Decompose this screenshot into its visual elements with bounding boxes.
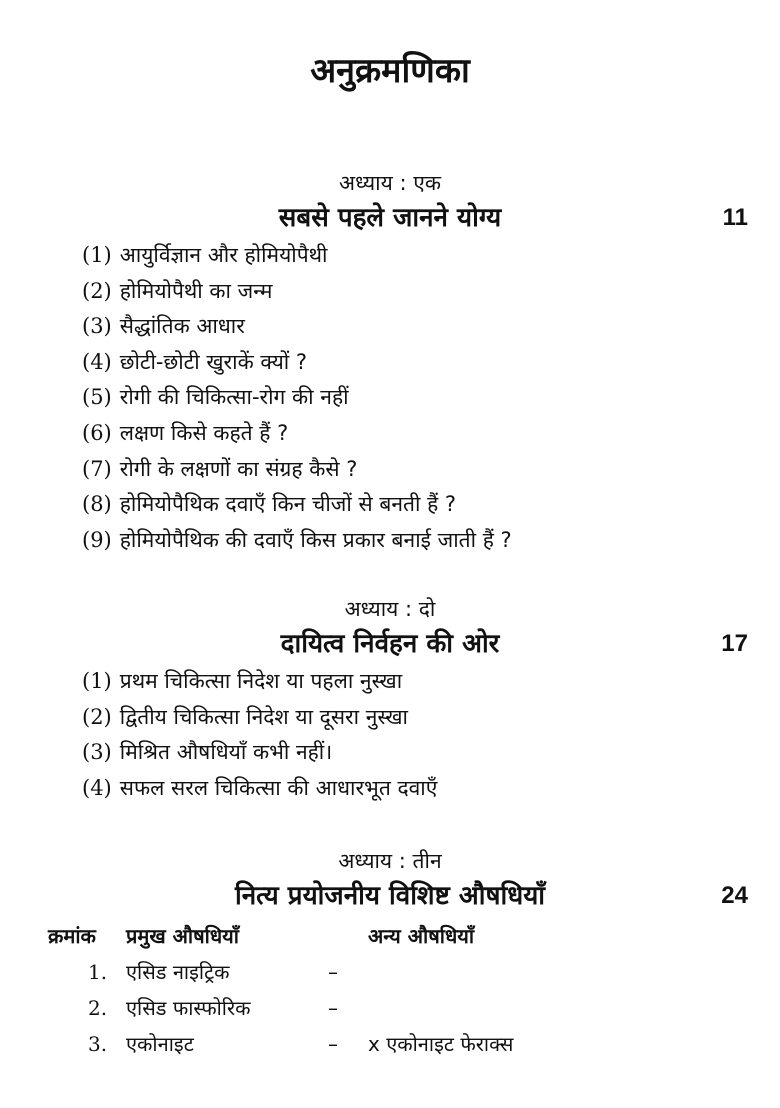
topic-item [0,452,780,488]
chapter-2 [0,594,780,806]
topic-number: (7) [82,456,112,481]
row-number: 3. [88,1032,108,1056]
topic-item [0,416,780,452]
topic-number: (2) [82,278,112,303]
main-medicine: एकोनाइट [126,1032,194,1056]
header-serial: क्रमांक [48,924,96,948]
topic-text: रोगी की चिकित्सा-रोग की नहीं [119,385,349,410]
topic-text: होमियोपैथी का जन्म [119,278,273,303]
topic-number: (2) [82,704,112,729]
topic-number: (9) [82,527,112,552]
chapter-heading-row [0,876,780,916]
chapter-title: नित्य प्रयोजनीय विशिष्ट औषधियाँ [234,881,546,911]
topic-text: होमियोपैथिक दवाएँ किन चीजों से बनती हैं ? [119,492,457,517]
topic-item [0,380,780,416]
topic-item [0,664,780,700]
separator-dash: – [328,1032,338,1056]
main-medicine: एसिड फास्फोरिक [126,996,251,1020]
topic-text: रोगी के लक्षणों का संग्रह कैसे ? [119,456,358,481]
topic-text: सफल सरल चिकित्सा की आधारभूत दवाएँ [119,775,438,800]
main-medicine: एसिड नाइट्रिक [126,960,230,984]
topic-item [0,523,780,559]
row-number: 1. [88,960,108,984]
header-other-medicines: अन्य औषधियाँ [368,924,475,948]
chapter-heading-row [0,624,780,664]
topic-text: सैद्धांतिक आधार [119,314,245,339]
topic-item [0,735,780,771]
topic-text: प्रथम चिकित्सा निदेश या पहला नुस्खा [119,669,403,693]
topic-text: होमियोपैथिक की दवाएँ किस प्रकार बनाई जाती हैं ? [119,527,512,552]
topic-number: (1) [82,243,112,267]
separator-dash: – [328,960,338,984]
topic-text: आयुर्विज्ञान और होमियोपैथी [119,243,328,267]
topic-text: मिश्रित औषधियाँ कभी नहीं। [119,740,333,765]
topic-item [0,487,780,523]
topic-number: (5) [82,385,112,410]
topic-number: (1) [82,669,112,693]
page-title: अनुक्रमणिका [310,51,470,91]
other-medicine: x एकोनाइट फेराक्स [368,1032,514,1056]
topic-item [0,771,780,807]
table-row [0,954,780,990]
chapter-topic-list [0,238,780,558]
chapter-label: अध्याय : एक [339,171,441,195]
row-number: 2. [88,996,108,1020]
topic-number: (4) [82,775,112,800]
chapter-page-number: 11 [722,204,748,231]
chapter-heading-row [0,198,780,238]
topic-item [0,700,780,736]
separator-dash: – [328,996,338,1020]
topic-number: (4) [82,349,112,374]
topic-number: (8) [82,492,112,517]
topic-text: छोटी-छोटी खुराकें क्यों ? [119,349,308,374]
chapter-page-number: 24 [721,882,748,909]
table-row [0,990,780,1026]
topic-number: (3) [82,740,112,765]
topic-item [0,274,780,310]
topic-item [0,238,780,274]
chapter-label: अध्याय : तीन [338,849,442,873]
topic-text: लक्षण किसे कहते हैं ? [119,420,289,445]
medicine-table-header [0,918,780,954]
chapter-label: अध्याय : दो [344,597,436,621]
topic-item [0,309,780,345]
chapter-page-number: 17 [721,630,748,657]
chapter-title: दायित्व निर्वहन की ओर [280,629,500,659]
medicine-table [0,918,780,1062]
chapter-1 [0,168,780,558]
topic-text: द्वितीय चिकित्सा निदेश या दूसरा नुस्खा [119,704,408,729]
chapter-3 [0,846,780,916]
header-main-medicines: प्रमुख औषधियाँ [126,924,239,948]
topic-item [0,345,780,381]
chapter-topic-list [0,664,780,806]
table-row [0,1026,780,1062]
chapter-title: सबसे पहले जानने योग्य [278,203,502,233]
topic-number: (3) [82,314,112,339]
topic-number: (6) [82,420,112,445]
